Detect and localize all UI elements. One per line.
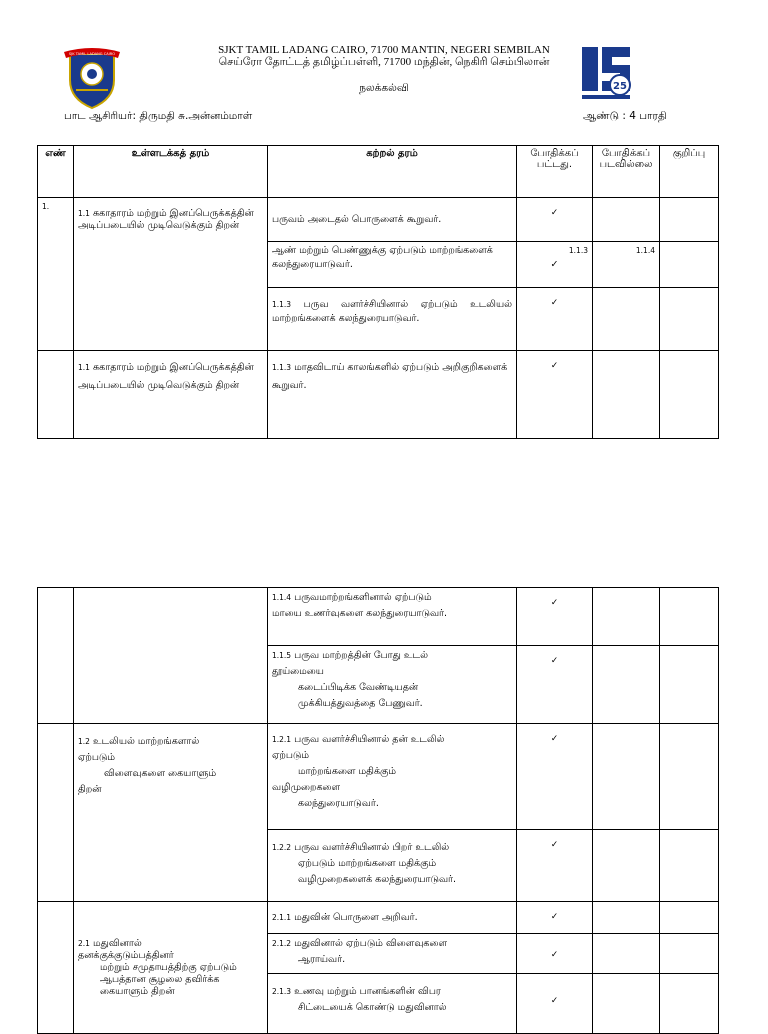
header-no: எண்: [38, 146, 74, 198]
remarks-cell: [660, 242, 719, 288]
header-learning-standard: கற்றல் தரம்: [268, 146, 517, 198]
content-standard-cell: [74, 588, 268, 724]
learning-standard-cell: 2.1.2 மதுவினால் ஏற்படும் விளைவுகளை ஆராய்வர்.: [268, 934, 517, 974]
school-name-tamil: செய்ரோ தோட்டத் தமிழ்ப்பள்ளி, 71700 மந்தின், நெகிரி செம்பிலான்: [218, 56, 550, 68]
table-row: [38, 351, 719, 439]
remarks-cell: [660, 902, 719, 934]
row-number: [38, 351, 74, 439]
learning-standard-cell: 1.1.5 பருவ மாற்றத்தின் போது உடல் தூய்மையை கடைப்பிடிக்க வேண்டியதன் முக்கியத்துவத்தை பேணுவர்.: [268, 646, 517, 724]
table-row: [38, 724, 719, 830]
row-number: [38, 724, 74, 902]
header-taught: போதிக்கப் பட்டது.: [517, 146, 593, 198]
class-year: ஆண்டு : 4 பாரதி: [583, 110, 667, 122]
not-taught-cell: [593, 351, 660, 439]
not-taught-cell: 1.1.4: [593, 242, 660, 288]
table-row: [38, 198, 719, 242]
remarks-cell: [660, 974, 719, 1034]
learning-standard-cell: பருவம் அடைதல் பொருளைக் கூறுவர்.: [268, 198, 517, 242]
content-standard-cell: 1.1 சுகாதாரம் மற்றும் இனப்பெருக்கத்தின் அடிப்படையில் முடிவெடுக்கும் திறன்: [74, 351, 268, 439]
not-taught-cell: [593, 902, 660, 934]
not-taught-cell: [593, 974, 660, 1034]
learning-standard-cell: 1.2.1 பருவ வளர்ச்சியினால் தன் உடலில் ஏற்படும் மாற்றங்களை மதிக்கும் வழிமுறைகளை கலந்துரையாடுவர்.: [268, 724, 517, 830]
remarks-cell: [660, 198, 719, 242]
not-taught-cell: [593, 724, 660, 830]
table-row: [38, 588, 719, 646]
row-number: 1.: [38, 198, 74, 351]
taught-tick: ✓: [517, 934, 593, 974]
table-row: [38, 902, 719, 934]
content-standard-cell: 1.1 சுகாதாரம் மற்றும் இனப்பெருக்கத்தின் அடிப்படையில் முடிவெடுக்கும் திறன்: [74, 198, 268, 351]
remarks-cell: [660, 830, 719, 902]
table-header-row: [38, 146, 719, 198]
learning-standard-cell: 1.1.4 பருவமாற்றங்களினால் ஏற்படும் மாயை உணர்வுகளை கலந்துரையாடுவர்.: [268, 588, 517, 646]
remarks-cell: [660, 724, 719, 830]
remarks-cell: [660, 646, 719, 724]
not-taught-cell: [593, 198, 660, 242]
not-taught-cell: [593, 588, 660, 646]
teacher-name: பாட ஆசிரியர்: திருமதி சு.அன்னம்மாள்: [64, 110, 253, 122]
remarks-cell: [660, 588, 719, 646]
taught-tick: ✓: [517, 830, 593, 902]
header-content-standard: உள்ளடக்கத் தரம்: [74, 146, 268, 198]
not-taught-cell: [593, 830, 660, 902]
remarks-cell: [660, 288, 719, 351]
not-taught-cell: [593, 934, 660, 974]
taught-cell: 1.1.3 ✓: [517, 242, 593, 288]
taught-tick: ✓: [517, 724, 593, 830]
syllabus-table-1: [37, 145, 719, 439]
taught-tick: ✓: [517, 588, 593, 646]
school-name: SJKT TAMIL LADANG CAIRO, 71700 MANTIN, NEGERI SEMBILAN: [218, 44, 550, 56]
header-remarks: குறிப்பு: [660, 146, 719, 198]
taught-tick: ✓: [517, 974, 593, 1034]
taught-tick: ✓: [517, 902, 593, 934]
taught-tick: ✓: [517, 351, 593, 439]
row-number: [38, 902, 74, 1034]
content-standard-cell: 1.2 உடலியல் மாற்றங்களால் ஏற்படும் விளைவுகளை கையாளும் திறன்: [74, 724, 268, 902]
remarks-cell: [660, 351, 719, 439]
subject-title: நலக்கல்வி: [359, 82, 409, 94]
row-number: [38, 588, 74, 724]
learning-standard-cell: 1.1.3 மாதவிடாய் காலங்களில் ஏற்படும் அறிகுறிகளைக் கூறுவர்.: [268, 351, 517, 439]
not-taught-cell: [593, 646, 660, 724]
learning-standard-cell: 1.2.2 பருவ வளர்ச்சியினால் பிறர் உடலில் ஏற்படும் மாற்றங்களை மதிக்கும் வழிமுறைகளைக் கலந்துரையாடுவர்.: [268, 830, 517, 902]
remarks-cell: [660, 934, 719, 974]
header-not-taught: போதிக்கப் படவில்லை: [593, 146, 660, 198]
content-standard-cell: 2.1 மதுவினால் தனக்குக்குடும்பத்தினர் மற்றும் சமுதாயத்திற்கு ஏற்படும் ஆபத்தான சூழலை தவிர்க்க கையாளும் திறன்: [74, 902, 268, 1034]
learning-standard-cell: 2.1.1 மதுவின் பொருளை அறிவர்.: [268, 902, 517, 934]
svg-text:25: 25: [613, 81, 627, 92]
learning-standard-cell: 2.1.3 உணவு மற்றும் பானங்களின் விபர சிட்டையைக் கொண்டு மதுவினால்: [268, 974, 517, 1034]
taught-tick: ✓: [517, 288, 593, 351]
syllabus-table-2: [37, 587, 719, 1034]
not-taught-cell: [593, 288, 660, 351]
taught-tick: ✓: [517, 198, 593, 242]
taught-tick: ✓: [517, 646, 593, 724]
learning-standard-cell: 1.1.3 பருவ வளர்ச்சியினால் ஏற்படும் உடலியல் மாற்றங்களைக் கலந்துரையாடுவர்.: [268, 288, 517, 351]
learning-standard-cell: ஆண் மற்றும் பெண்ணுக்கு ஏற்படும் மாற்றங்களைக் கலந்துரையாடுவர்.: [268, 242, 517, 288]
svg-text:SJK TAMIL LADANG CAIRO: SJK TAMIL LADANG CAIRO: [68, 52, 116, 56]
